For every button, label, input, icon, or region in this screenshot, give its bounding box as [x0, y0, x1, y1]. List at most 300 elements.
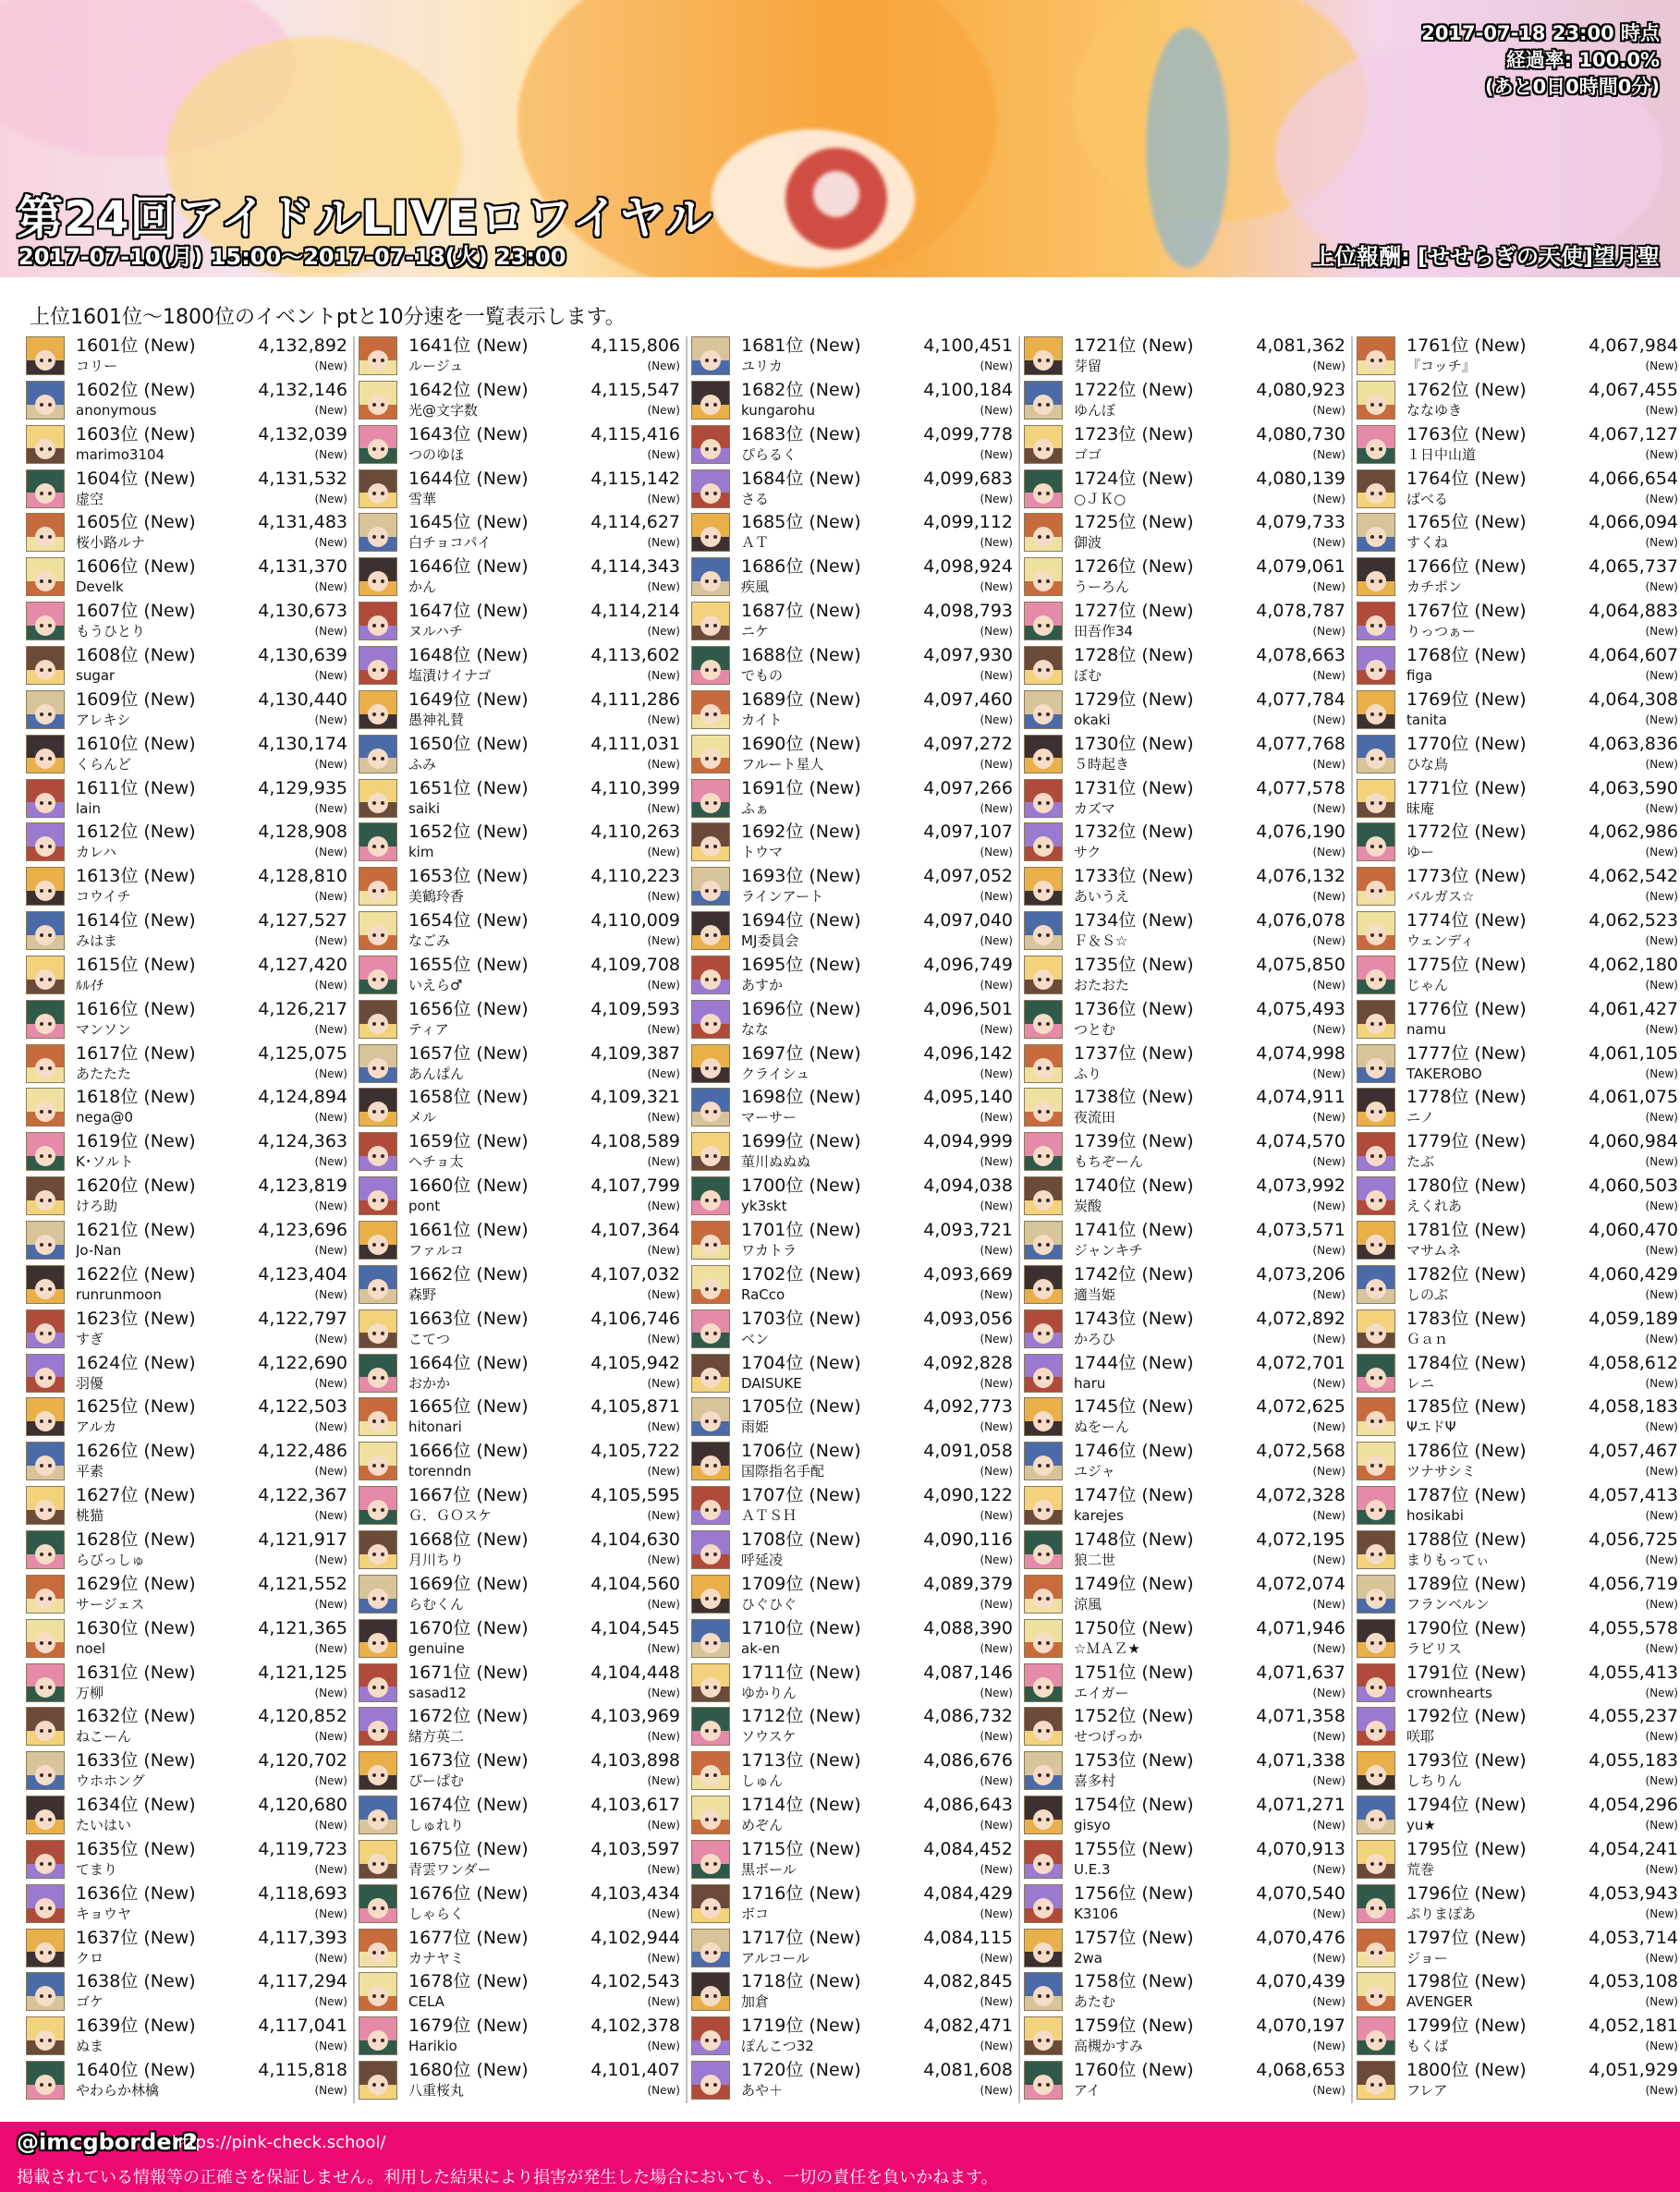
producer-name: ラビリス	[1406, 1639, 1462, 1657]
ten-minute-speed: (New)	[1312, 1730, 1345, 1744]
site-link[interactable]: https://pink-check.school/	[172, 2133, 386, 2152]
rank-label: 1740位 (New)	[1074, 1175, 1194, 1197]
event-points: 4,122,367	[258, 1485, 347, 1506]
ten-minute-speed: (New)	[980, 1287, 1013, 1301]
producer-name: 八重桜丸	[408, 2082, 465, 2100]
rank-label: 1788位 (New)	[1406, 1528, 1527, 1550]
producer-name: ジャンキチ	[1074, 1242, 1143, 1259]
ten-minute-speed: (New)	[1645, 1641, 1678, 1655]
ranking-entry	[26, 1352, 347, 1396]
ten-minute-speed: (New)	[1312, 1774, 1345, 1788]
rank-label: 1760位 (New)	[1074, 2060, 1194, 2081]
ten-minute-speed: (New)	[1645, 978, 1678, 992]
ten-minute-speed: (New)	[1312, 801, 1345, 815]
producer-name: 菫川ぬぬぬ	[741, 1153, 811, 1171]
ranking-entry	[1357, 865, 1678, 909]
idol-card-icon	[359, 557, 397, 596]
producer-name: Jo-Nan	[76, 1242, 122, 1259]
idol-card-icon	[359, 646, 397, 685]
twitter-handle[interactable]: @imcgborder2	[17, 2129, 199, 2155]
event-points: 4,115,806	[590, 335, 680, 356]
event-points: 4,057,467	[1589, 1441, 1678, 1462]
footer-bar	[0, 2122, 1680, 2192]
event-points: 4,061,427	[1589, 998, 1678, 1019]
idol-card-icon	[26, 1176, 65, 1215]
ten-minute-speed: (New)	[980, 668, 1013, 682]
rank-label: 1651位 (New)	[408, 777, 529, 798]
ranking-entry	[1357, 1440, 1678, 1484]
idol-card-icon	[1024, 1972, 1063, 2011]
rank-label: 1631位 (New)	[76, 1662, 196, 1683]
ten-minute-speed: (New)	[980, 801, 1013, 815]
rank-label: 1777位 (New)	[1406, 1042, 1527, 1064]
event-points: 4,073,992	[1256, 1175, 1345, 1197]
event-points: 4,104,630	[590, 1528, 680, 1550]
ranking-entry	[1024, 1794, 1345, 1838]
producer-name: カイト	[741, 711, 783, 728]
event-points: 4,074,998	[1256, 1042, 1345, 1064]
event-points: 4,072,074	[1256, 1573, 1345, 1594]
event-points: 4,097,052	[923, 866, 1013, 887]
ranking-entry	[1357, 335, 1678, 379]
ranking-entry	[1024, 1617, 1345, 1662]
event-points: 4,124,894	[258, 1087, 347, 1108]
event-points: 4,096,501	[923, 998, 1013, 1019]
rank-label: 1625位 (New)	[76, 1396, 196, 1418]
ranking-entry	[1024, 1352, 1345, 1396]
producer-name: フランベルン	[1406, 1595, 1490, 1613]
ten-minute-speed: (New)	[1645, 1022, 1678, 1036]
ranking-entry	[359, 1882, 680, 1927]
event-points: 4,109,321	[590, 1087, 680, 1108]
rank-label: 1793位 (New)	[1406, 1750, 1527, 1772]
producer-name: sasad12	[408, 1684, 467, 1701]
event-points: 4,118,693	[258, 1882, 347, 1904]
ten-minute-speed: (New)	[647, 1995, 680, 2009]
rank-label: 1657位 (New)	[408, 1042, 529, 1064]
ten-minute-speed: (New)	[1645, 536, 1678, 550]
idol-card-icon	[1024, 1929, 1063, 1967]
ten-minute-speed: (New)	[1645, 757, 1678, 771]
ten-minute-speed: (New)	[1312, 934, 1345, 948]
event-points: 4,073,206	[1256, 1263, 1345, 1285]
rank-label: 1728位 (New)	[1074, 644, 1194, 665]
producer-name: アイ	[1074, 2082, 1101, 2100]
producer-name: けろ助	[76, 1198, 118, 1215]
ranking-entry	[26, 865, 347, 909]
event-points: 4,086,643	[923, 1795, 1013, 1816]
ranking-entry	[26, 1308, 347, 1352]
idol-card-icon	[691, 1530, 730, 1569]
event-points: 4,123,404	[258, 1263, 347, 1285]
idol-card-icon	[691, 1575, 730, 1614]
producer-name: カズマ	[1074, 799, 1115, 817]
idol-card-icon	[1357, 1000, 1395, 1039]
ranking-entry	[359, 1794, 680, 1838]
ranking-entry	[1024, 2015, 1345, 2059]
event-points: 4,071,637	[1256, 1662, 1345, 1683]
producer-name: 国際指名手配	[741, 1463, 825, 1480]
ranking-entry	[1024, 1219, 1345, 1263]
rank-label: 1605位 (New)	[76, 512, 196, 533]
rank-label: 1629位 (New)	[76, 1573, 196, 1594]
rank-label: 1674位 (New)	[408, 1795, 529, 1816]
event-points: 4,094,999	[923, 1131, 1013, 1152]
event-points: 4,106,746	[590, 1308, 680, 1329]
event-points: 4,056,725	[1589, 1528, 1678, 1550]
ranking-entry	[1357, 1308, 1678, 1352]
event-points: 4,117,294	[258, 1971, 347, 1992]
idol-card-icon	[26, 1221, 65, 1260]
idol-card-icon	[359, 1796, 397, 1834]
disclaimer-text: 掲載されている情報等の正確さを保証しません。利用した結果により損害が発生した場合においても、一切の責任を負いかねます。	[17, 2168, 998, 2187]
producer-name: CELA	[408, 1993, 444, 2011]
rank-label: 1743位 (New)	[1074, 1308, 1194, 1329]
ranking-entry	[1357, 1705, 1678, 1749]
producer-name: pont	[408, 1198, 441, 1215]
ranking-entry	[359, 1395, 680, 1440]
ten-minute-speed: (New)	[647, 712, 680, 726]
event-points: 4,109,593	[590, 998, 680, 1019]
idol-card-icon	[691, 1751, 730, 1790]
idol-card-icon	[359, 1088, 397, 1126]
event-points: 4,060,984	[1589, 1131, 1678, 1152]
producer-name: ヘチョ太	[408, 1153, 464, 1171]
ten-minute-speed: (New)	[1312, 2084, 1345, 2098]
ten-minute-speed: (New)	[980, 580, 1013, 594]
idol-card-icon	[359, 1884, 397, 1923]
idol-card-icon	[1024, 557, 1063, 596]
rank-label: 1645位 (New)	[408, 512, 529, 533]
producer-name: ぴーぱむ	[408, 1772, 465, 1790]
ranking-entry	[691, 1175, 1013, 1219]
event-points: 4,124,363	[258, 1131, 347, 1152]
ten-minute-speed: (New)	[1645, 1951, 1678, 1965]
ranking-entry	[359, 1528, 680, 1573]
idol-card-icon	[691, 779, 730, 818]
rank-label: 1771位 (New)	[1406, 777, 1527, 798]
producer-name: 万柳	[76, 1684, 104, 1701]
rank-label: 1717位 (New)	[741, 1927, 861, 1948]
rank-label: 1775位 (New)	[1406, 954, 1527, 975]
ranking-entry	[691, 644, 1013, 688]
producer-name: torenndn	[408, 1463, 472, 1480]
producer-name: マサムネ	[1406, 1242, 1462, 1259]
idol-card-icon	[359, 822, 397, 861]
event-points: 4,076,078	[1256, 910, 1345, 932]
rank-label: 1783位 (New)	[1406, 1308, 1527, 1329]
idol-card-icon	[1357, 1530, 1395, 1569]
producer-name: figa	[1406, 666, 1433, 684]
ranking-entry	[691, 1352, 1013, 1396]
event-points: 4,132,892	[258, 335, 347, 356]
event-points: 4,061,105	[1589, 1042, 1678, 1064]
producer-name: 愚神礼賛	[408, 711, 465, 728]
event-reward: 上位報酬: [せせらぎの天使]望月聖	[1312, 244, 1660, 270]
ten-minute-speed: (New)	[1645, 492, 1678, 505]
rank-label: 1710位 (New)	[741, 1617, 861, 1638]
ranking-entry	[26, 644, 347, 688]
producer-name: ふみ	[408, 755, 437, 773]
ten-minute-speed: (New)	[647, 1200, 680, 1213]
rank-label: 1620位 (New)	[76, 1175, 196, 1197]
rank-label: 1619位 (New)	[76, 1131, 196, 1152]
idol-card-icon	[359, 779, 397, 818]
ten-minute-speed: (New)	[1645, 1155, 1678, 1169]
event-points: 4,053,108	[1589, 1971, 1678, 1992]
producer-name: 平素	[76, 1463, 104, 1480]
ten-minute-speed: (New)	[1312, 1244, 1345, 1257]
rank-label: 1754位 (New)	[1074, 1795, 1194, 1816]
rank-label: 1686位 (New)	[741, 556, 861, 578]
producer-name: なな	[741, 1020, 770, 1038]
producer-name: ぴらるく	[741, 445, 797, 463]
ranking-entry	[691, 2015, 1013, 2059]
producer-name: marimo3104	[76, 445, 165, 463]
ranking-entry	[26, 2015, 347, 2059]
producer-name: すくね	[1406, 534, 1449, 552]
producer-name: カチポン	[1406, 578, 1463, 596]
producer-name: かろひ	[1074, 1330, 1116, 1347]
ten-minute-speed: (New)	[647, 1951, 680, 1965]
idol-card-icon	[1024, 690, 1063, 729]
event-points: 4,062,523	[1589, 910, 1678, 932]
event-points: 4,084,452	[923, 1838, 1013, 1859]
idol-card-icon	[1357, 1354, 1395, 1393]
event-points: 4,099,683	[923, 468, 1013, 489]
producer-name: 森野	[408, 1285, 437, 1303]
event-points: 4,079,733	[1256, 512, 1345, 533]
idol-card-icon	[1024, 1044, 1063, 1083]
ten-minute-speed: (New)	[980, 403, 1013, 417]
producer-name: ニノ	[1406, 1109, 1435, 1126]
rank-label: 1610位 (New)	[76, 733, 196, 754]
producer-name: ＡＴＳＨ	[741, 1507, 797, 1525]
producer-name: ΨエドΨ	[1406, 1419, 1456, 1436]
ten-minute-speed: (New)	[1312, 1155, 1345, 1169]
idol-card-icon	[1357, 911, 1395, 950]
ten-minute-speed: (New)	[314, 2040, 347, 2053]
idol-card-icon	[1357, 1840, 1395, 1879]
idol-card-icon	[26, 336, 65, 375]
ten-minute-speed: (New)	[1312, 1862, 1345, 1876]
ten-minute-speed: (New)	[980, 1597, 1013, 1611]
rank-label: 1615位 (New)	[76, 954, 196, 975]
producer-name: ジョー	[1406, 1949, 1448, 1967]
ten-minute-speed: (New)	[1645, 1066, 1678, 1080]
producer-name: ツナサシミ	[1406, 1463, 1476, 1480]
idol-card-icon	[1024, 1354, 1063, 1393]
event-points: 4,130,673	[258, 601, 347, 622]
rank-label: 1736位 (New)	[1074, 998, 1194, 1019]
producer-name: ぼむ	[1074, 666, 1102, 684]
ranking-entry	[1357, 1927, 1678, 1971]
event-points: 4,077,768	[1256, 733, 1345, 754]
idol-card-icon	[691, 735, 730, 773]
ten-minute-speed: (New)	[980, 536, 1013, 550]
ten-minute-speed: (New)	[980, 2084, 1013, 2098]
ranking-entry	[1024, 1086, 1345, 1130]
idol-card-icon	[26, 425, 65, 464]
ranking-entry	[359, 909, 680, 954]
event-points: 4,058,183	[1589, 1396, 1678, 1418]
idol-card-icon	[26, 1309, 65, 1348]
ranking-entry	[691, 555, 1013, 600]
rank-label: 1689位 (New)	[741, 688, 861, 710]
idol-card-icon	[26, 1619, 65, 1658]
producer-name: アルコール	[741, 1949, 810, 1967]
idol-card-icon	[1024, 2061, 1063, 2100]
ten-minute-speed: (New)	[314, 978, 347, 992]
rank-label: 1796位 (New)	[1406, 1882, 1527, 1904]
idol-card-icon	[1357, 956, 1395, 994]
ranking-entry	[691, 821, 1013, 865]
producer-name: さる	[741, 490, 770, 507]
idol-card-icon	[1357, 867, 1395, 906]
ten-minute-speed: (New)	[647, 934, 680, 948]
idol-card-icon	[26, 1575, 65, 1614]
rank-label: 1660位 (New)	[408, 1175, 529, 1197]
ranking-entry	[359, 1440, 680, 1484]
idol-card-icon	[1357, 646, 1395, 685]
ranking-entry	[1024, 379, 1345, 423]
ranking-entry	[359, 2059, 680, 2103]
rank-label: 1786位 (New)	[1406, 1441, 1527, 1462]
event-points: 4,055,578	[1589, 1617, 1678, 1638]
idol-card-icon	[1357, 1442, 1395, 1480]
ten-minute-speed: (New)	[647, 1420, 680, 1434]
ranking-entry	[359, 1130, 680, 1175]
event-points: 4,091,058	[923, 1441, 1013, 1462]
event-points: 4,101,407	[590, 2060, 680, 2081]
ten-minute-speed: (New)	[647, 1376, 680, 1390]
rank-label: 1639位 (New)	[76, 2015, 196, 2037]
ten-minute-speed: (New)	[314, 447, 347, 461]
producer-name: 月川ちり	[408, 1551, 465, 1568]
ranking-entry	[26, 1175, 347, 1219]
producer-name: しゅん	[741, 1772, 784, 1790]
producer-name: ファルコ	[408, 1242, 464, 1259]
producer-name: たぶ	[1406, 1153, 1435, 1171]
event-points: 4,076,190	[1256, 822, 1345, 843]
rank-label: 1789位 (New)	[1406, 1573, 1527, 1594]
ten-minute-speed: (New)	[314, 1730, 347, 1744]
rank-label: 1778位 (New)	[1406, 1087, 1527, 1108]
idol-card-icon	[1024, 956, 1063, 994]
idol-card-icon	[359, 1000, 397, 1039]
producer-name: 荒巻	[1406, 1860, 1435, 1878]
ten-minute-speed: (New)	[1645, 1819, 1678, 1833]
rank-label: 1772位 (New)	[1406, 822, 1527, 843]
ranking-entry	[1357, 1130, 1678, 1175]
producer-name: Develk	[76, 578, 124, 596]
ten-minute-speed: (New)	[1312, 403, 1345, 417]
rank-label: 1755位 (New)	[1074, 1838, 1194, 1859]
rank-label: 1721位 (New)	[1074, 335, 1194, 356]
producer-name: ﾙﾙｲﾁ	[76, 976, 104, 993]
ten-minute-speed: (New)	[980, 1376, 1013, 1390]
ten-minute-speed: (New)	[980, 1819, 1013, 1833]
ranking-entry	[26, 423, 347, 468]
ten-minute-speed: (New)	[1645, 1111, 1678, 1125]
producer-name: アレキシ	[76, 711, 131, 728]
producer-name: kungarohu	[741, 401, 815, 419]
idol-card-icon	[359, 513, 397, 552]
rank-label: 1670位 (New)	[408, 1617, 529, 1638]
idol-card-icon	[691, 1663, 730, 1702]
event-points: 4,060,429	[1589, 1263, 1678, 1285]
ten-minute-speed: (New)	[647, 2040, 680, 2053]
ten-minute-speed: (New)	[1645, 1465, 1678, 1479]
producer-name: ひぐひぐ	[741, 1595, 797, 1613]
ten-minute-speed: (New)	[647, 1244, 680, 1257]
producer-name: 呼延凌	[741, 1551, 784, 1568]
ten-minute-speed: (New)	[647, 1819, 680, 1833]
rank-label: 1732位 (New)	[1074, 822, 1194, 843]
producer-name: ルージュ	[408, 358, 464, 374]
ten-minute-speed: (New)	[1645, 1553, 1678, 1566]
idol-card-icon	[26, 956, 65, 994]
ranking-entry	[26, 1130, 347, 1175]
ranking-entry	[1357, 423, 1678, 468]
producer-name: しちりん	[1406, 1772, 1463, 1790]
producer-name: noel	[76, 1639, 106, 1657]
rank-label: 1609位 (New)	[76, 688, 196, 710]
producer-name: 雨姫	[741, 1419, 770, 1436]
event-points: 4,055,183	[1589, 1750, 1678, 1772]
event-points: 4,103,617	[590, 1795, 680, 1816]
event-points: 4,093,721	[923, 1220, 1013, 1240]
ranking-entry	[359, 1573, 680, 1617]
rank-label: 1648位 (New)	[408, 644, 529, 665]
producer-name: RaCco	[741, 1285, 785, 1303]
ranking-entry	[359, 777, 680, 822]
rank-label: 1680位 (New)	[408, 2060, 529, 2081]
producer-name: キョウヤ	[76, 1905, 132, 1922]
producer-name: なごみ	[408, 932, 451, 950]
event-points: 4,099,112	[923, 512, 1013, 533]
ten-minute-speed: (New)	[314, 1641, 347, 1655]
idol-card-icon	[1357, 822, 1395, 861]
ranking-entry	[1357, 1352, 1678, 1396]
event-points: 4,098,793	[923, 601, 1013, 622]
ranking-entry	[1357, 468, 1678, 512]
event-points: 4,105,722	[590, 1441, 680, 1462]
producer-name: 白チョコパイ	[408, 534, 492, 552]
event-points: 4,097,040	[923, 910, 1013, 932]
rank-label: 1787位 (New)	[1406, 1485, 1527, 1506]
ranking-entry	[1357, 1395, 1678, 1440]
idol-card-icon	[1357, 1044, 1395, 1083]
event-points: 4,131,370	[258, 556, 347, 578]
producer-name: クライシュ	[741, 1065, 810, 1082]
ten-minute-speed: (New)	[1312, 492, 1345, 505]
ten-minute-speed: (New)	[980, 492, 1013, 505]
ten-minute-speed: (New)	[1645, 1862, 1678, 1876]
rank-label: 1711位 (New)	[741, 1662, 861, 1683]
event-points: 4,072,625	[1256, 1396, 1345, 1418]
idol-card-icon	[26, 1132, 65, 1171]
event-points: 4,104,448	[590, 1662, 680, 1683]
ranking-entry	[691, 1130, 1013, 1175]
ten-minute-speed: (New)	[314, 1774, 347, 1788]
rank-label: 1742位 (New)	[1074, 1263, 1194, 1285]
producer-name: じゃん	[1406, 976, 1449, 993]
idol-card-icon	[26, 2016, 65, 2055]
ten-minute-speed: (New)	[1312, 1200, 1345, 1213]
rank-label: 1613位 (New)	[76, 866, 196, 887]
producer-name: ゆんぼ	[1074, 401, 1116, 419]
